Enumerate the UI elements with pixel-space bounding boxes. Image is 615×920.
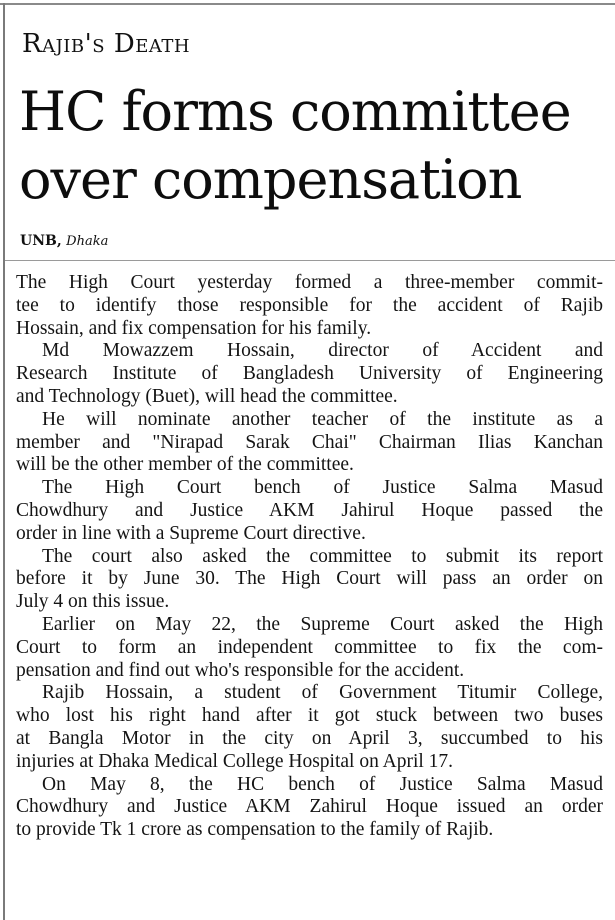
paragraph-line: member and "Nirapad Sarak Chai" Chairman Ilias Kanchan [16, 431, 603, 453]
paragraph-line: tee to identify those responsible for the accident of Rajib [16, 294, 603, 316]
paragraph-line: He will nominate another teacher of the institute as a [42, 408, 603, 430]
paragraph-line: July 4 on this issue. [16, 591, 170, 613]
paragraph-line: Court to form an independent committee to fix the com- [16, 636, 603, 658]
paragraph-line: injuries at Dhaka Medical College Hospital on April 17. [16, 750, 454, 772]
paragraph-line: will be the other member of the committee. [16, 454, 354, 476]
article-paragraph [16, 272, 603, 340]
byline-agency: UNB, [20, 233, 62, 249]
article-paragraph [16, 340, 603, 408]
paragraph-line: The court also asked the committee to submit its report [42, 545, 603, 567]
section-divider [5, 260, 615, 261]
paragraph-line: Chowdhury and Justice AKM Zahirul Hoque issued an order [16, 796, 603, 818]
article-paragraph [16, 682, 603, 773]
kicker-label: Rajib's Death [22, 29, 191, 59]
paragraph-line: The High Court bench of Justice Salma Masud [42, 477, 603, 499]
paragraph-line: who lost his right hand after it got stuck between two buses [16, 705, 603, 727]
headline: HC forms committee over compensation [19, 80, 571, 211]
paragraph-line: On May 8, the HC bench of Justice Salma Masud [42, 773, 603, 795]
paragraph-line: The High Court yesterday formed a three-member commit- [16, 272, 603, 293]
paragraph-line: Chowdhury and Justice AKM Jahirul Hoque passed the [16, 499, 603, 521]
article-paragraph [16, 614, 603, 682]
paragraph-line: Rajib Hossain, a student of Government Titumir College, [42, 682, 603, 704]
paragraph-line: Hossain, and fix compensation for his family. [16, 317, 372, 339]
byline [20, 232, 108, 251]
paragraph-line: and Technology (Buet), will head the committee. [16, 385, 398, 407]
paragraph-line: to provide Tk 1 crore as compensation to the family of Rajib. [16, 819, 494, 841]
left-border-rule [3, 3, 5, 920]
article-paragraph [16, 774, 603, 842]
paragraph-line: at Bangla Motor in the city on April 3, succumbed to his [16, 727, 603, 749]
article-body [16, 272, 603, 842]
byline-place: Dhaka [66, 234, 109, 249]
paragraph-line: Earlier on May 22, the Supreme Court asked the High [42, 613, 603, 635]
paragraph-line: before it by June 30. The High Court will pass an order on [16, 568, 603, 590]
paragraph-line: Md Mowazzem Hossain, director of Accident and [42, 340, 603, 362]
article-paragraph [16, 546, 603, 614]
article-paragraph [16, 409, 603, 477]
paragraph-line: order in line with a Supreme Court directive. [16, 522, 366, 544]
paragraph-line: pensation and find out who's responsible for the accident. [16, 659, 465, 681]
article-paragraph [16, 477, 603, 545]
paragraph-line: Research Institute of Bangladesh University of Engineering [16, 363, 603, 385]
top-border-rule [0, 3, 615, 5]
